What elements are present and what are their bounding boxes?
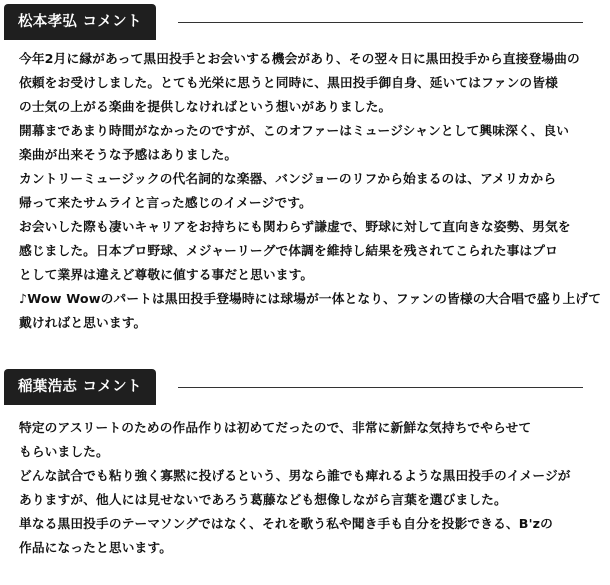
comment-body	[19, 416, 597, 560]
comment-line: 作品になったと思います。	[19, 540, 173, 555]
section-heading-row	[0, 365, 610, 405]
comment-line: 帰って来たサムライと言った感じのイメージです。	[19, 195, 312, 210]
comment-line: 開幕まであまり時間がなかったのですが、このオファーはミュージシャンとして興味深く、良い	[19, 123, 570, 138]
comment-line: 特定のアスリートのための作品作りは初めてだったので、非常に新鮮な気持ちでやらせて	[19, 420, 532, 435]
comment-line: ♪Wow Wowのパートは黒田投手登場時には球場が一体となり、ファンの皆様の大合唱で盛り上げて	[19, 291, 602, 306]
comment-section-inaba	[0, 365, 610, 555]
comment-line: 依頼をお受けしました。とても光栄に思うと同時に、黒田投手御自身、延いてはファンの皆様	[19, 75, 558, 90]
comment-line: カントリーミュージックの代名詞的な楽器、バンジョーのリフから始まるのは、アメリカから	[19, 171, 557, 186]
section-heading: 稲葉浩志 コメント	[4, 369, 156, 405]
comment-line: どんな試合でも粘り強く寡黙に投げるという、男なら誰でも痺れるような黒田投手のイメージが	[19, 468, 571, 483]
comment-body	[19, 47, 602, 335]
comment-line: 戴ければと思います。	[19, 315, 147, 330]
comment-line: もらいました。	[19, 444, 109, 459]
heading-divider	[178, 22, 583, 23]
comment-line: 単なる黒田投手のテーマソングではなく、それを歌う私や聞き手も自分を投影できる、B'zの	[19, 516, 553, 531]
comment-line: 感じました。日本プロ野球、メジャーリーグで体調を維持し結果を残されてこられた事はプロ	[19, 243, 558, 258]
section-heading: 松本孝弘 コメント	[4, 4, 156, 40]
comment-line: 今年2月に縁があって黒田投手とお会いする機会があり、その翌々日に黒田投手から直接登場曲の	[19, 51, 580, 66]
comment-line: として業界は違えど尊敬に値する事だと思います。	[19, 267, 314, 282]
heading-divider	[178, 387, 583, 388]
comment-line: の士気の上がる楽曲を提供しなければという想いがありました。	[19, 99, 392, 114]
comment-line: ありますが、他人には見せないであろう葛藤なども想像しながら言葉を選びました。	[19, 492, 507, 507]
comment-line: 楽曲が出来そうな予感はありました。	[19, 147, 238, 162]
section-heading-row	[0, 0, 610, 40]
comment-line: お会いした際も凄いキャリアをお持ちにも関わらず謙虚で、野球に対して直向きな姿勢、男気を	[19, 219, 571, 234]
